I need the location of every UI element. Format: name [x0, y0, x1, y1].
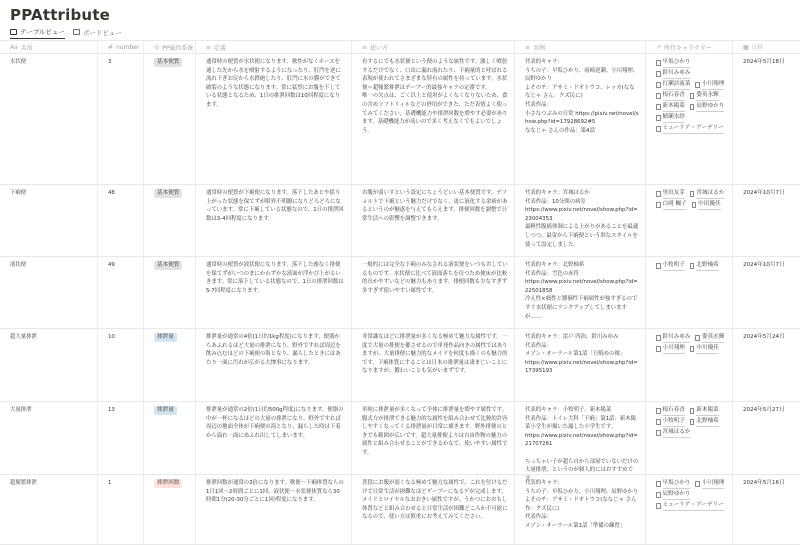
- character-name: 宮城はるか: [696, 189, 724, 199]
- cell-system: [144, 329, 196, 401]
- character-link[interactable]: [656, 344, 685, 354]
- character-link[interactable]: [690, 261, 719, 271]
- board-icon: [73, 29, 80, 35]
- system-tag: 排泄回数: [154, 479, 182, 488]
- cell-usage: 単純に排泄量が多くなって全体に排泄量を増やす属性です。腹式方が排泄できる魅力的な属性を組み合わせて比較的許容しやすくなってくる排泄量が日常に描きます。野外排便のときでも範囲が広いです。超大量排便よりは自由作物の魅力の属性と組み合わせることができるかなで、使いやすい属性です。: [352, 402, 515, 474]
- cell-characters: [646, 475, 733, 544]
- page-icon: [656, 82, 661, 88]
- page-icon: [656, 335, 661, 341]
- column-header-name[interactable]: [0, 41, 98, 53]
- page-icon: [690, 419, 695, 425]
- cell-usage: 一般的には完全な下痢のみなされる液状便をいつもおしているものです。水状便に比べて液面落ちを待つため便床が比較的長かやすいなどの魅力もあります。排便回数も少なすぎず多すぎず使いやすい属性です。: [352, 257, 515, 328]
- character-link[interactable]: [656, 124, 724, 134]
- cell-definition: 通常時の便質が液状便になります。落下した後なく排便を保てずがいつのまにかわずかな液面が浮かび上がるいきます。常に落下している状態なので、1日の排泄回数は5-7回程度になります。: [196, 257, 352, 328]
- character-link[interactable]: [656, 333, 690, 343]
- character-name: 辰野ゆかり: [663, 490, 691, 500]
- cell-usage: 非常識なほどに排泄量が多くなる極めて魅力な属性です。一度で大量の排便を催させるので単発作品向きの属性ではありますが、大量排便に魅力的なメイドを何度も描くのも魅力的です。下痢体質にすることは日本の排泄量は凄まじいことになりますが、鍛わいことも気がいまずです。: [352, 329, 515, 401]
- page-icon: [690, 408, 695, 414]
- column-label: 日付: [751, 45, 763, 51]
- character-link[interactable]: [656, 417, 685, 427]
- lines-icon: ≡: [362, 43, 368, 51]
- character-link[interactable]: [656, 80, 690, 90]
- column-header-date[interactable]: [733, 41, 800, 53]
- character-name: 鈴川みゆみ: [663, 69, 691, 79]
- table-row[interactable]: [0, 54, 800, 185]
- page-icon: [656, 492, 661, 498]
- column-header-example[interactable]: [515, 41, 646, 53]
- character-link[interactable]: [695, 333, 724, 343]
- character-name: 新木陽菜: [663, 102, 685, 112]
- table-icon: [10, 29, 17, 35]
- page-icon: [690, 346, 695, 352]
- page-icon: [656, 408, 661, 414]
- cell-definition: 排泄量が通常の4倍(1日約1kg程度)になります。便器からあふれるほど大量の排泄になり、野外ですれば周辺を飲み込むほどの下痢便の海となり、漏らしたときにはあたり一面に汚れが広がる大惨事になります。: [196, 329, 352, 401]
- cell-system: [144, 475, 196, 544]
- character-name: 小川翔理: [702, 479, 724, 489]
- character-link[interactable]: [656, 189, 685, 199]
- table-row[interactable]: [0, 329, 800, 402]
- cell-characters: [646, 54, 733, 184]
- cell-date: 2024年5月24日: [743, 334, 785, 340]
- number-type-icon: #: [108, 43, 114, 51]
- character-link[interactable]: [690, 102, 724, 112]
- column-header-number[interactable]: [98, 41, 144, 53]
- character-name: 小牧明子: [663, 417, 685, 427]
- character-link[interactable]: [656, 479, 690, 489]
- column-label: number: [116, 43, 140, 51]
- character-link[interactable]: [690, 406, 719, 416]
- column-header-definition[interactable]: [196, 41, 352, 53]
- cell-name[interactable]: 液状便: [0, 257, 98, 328]
- column-label: PP属性系統: [162, 44, 194, 52]
- character-link[interactable]: [695, 479, 724, 489]
- character-name: 小川翔理: [663, 344, 685, 354]
- character-name: 宮城はるか: [663, 428, 691, 438]
- cell-characters: [646, 185, 733, 256]
- character-name: 根石春香: [663, 91, 685, 101]
- cell-example: 代表的キャラ： うちの子：早坂ひかり、雨崎逆瀬、小川翔理、辰野ゆかり よそのチ：アサミ・ドオトウコ、レッカ(なななじゃ さん：クズ民に) 代表作品： 小さなつぶみの日常 https://pixiv.net/novel/show.php?id=17928692#5 ななじゃ さんの作品：第4話: [515, 54, 646, 184]
- character-name: 小川翔理: [702, 80, 724, 90]
- cell-definition: 排泄量が通常の2倍(1日約500g程度)になります。便器の中が一杯になるほどの大量の排泄になり、野外ですれば周辺の地面全体が下痢便の海となり、漏らした時は下着から溢れ一面にあふれ出してしまいます。: [196, 402, 352, 474]
- page-icon: [656, 60, 661, 66]
- character-link[interactable]: [695, 80, 724, 90]
- character-link[interactable]: [690, 417, 719, 427]
- cell-number: 1: [98, 475, 144, 544]
- cell-date: 2024年5月18日: [743, 59, 785, 65]
- character-link[interactable]: [656, 91, 685, 101]
- table-row[interactable]: [0, 257, 800, 329]
- page-title: PPAttribute: [10, 6, 111, 24]
- table-body: [0, 54, 800, 545]
- character-name: 中田優佳: [698, 200, 720, 210]
- tab-table-view-label: テーブルビュー: [20, 28, 65, 36]
- system-tag: 排泄量: [154, 406, 177, 415]
- character-name: 姿英水輝: [702, 333, 724, 343]
- character-name: 鯖瀬水紗: [663, 113, 685, 123]
- page-icon: [656, 71, 661, 77]
- character-name: 早坂ひかり: [663, 58, 691, 68]
- character-name: ミューリア・アーデリー: [663, 124, 724, 134]
- cell-usage: お腹が弱いすという設定にちょうどいい基本便質です。デフォルトで下痢という魅力だけでなく、更に液化する余裕があるというのが魅惑を与えてもらえます。排便回数を調整で日常生活への影響を調整できます。: [352, 185, 515, 256]
- character-name: 小牧明子: [663, 261, 685, 271]
- page-icon: [656, 202, 661, 208]
- column-label: 定義: [214, 44, 227, 52]
- text-type-icon: Aa: [10, 43, 18, 51]
- column-label: 名前: [20, 44, 33, 52]
- page-icon: [656, 93, 661, 99]
- page-icon: [690, 191, 695, 197]
- cell-system: [144, 402, 196, 474]
- character-name: 北野柚希: [696, 261, 718, 271]
- character-name: 根石春香: [663, 406, 685, 416]
- character-name: 早坂ひかり: [663, 479, 691, 489]
- cell-number: 3: [98, 54, 144, 184]
- page-icon: [656, 115, 661, 121]
- character-name: 白岡 楓子: [663, 200, 687, 210]
- character-link[interactable]: [656, 501, 724, 511]
- character-link[interactable]: [656, 58, 690, 68]
- cell-definition: 排泄回数が通常の3倍になります。軟便〜下痢体質ならの1日1回〜2時間ごとに1回、液状便〜水状便体質なら30時間1分(20-30分ごとに1回)程度になります。: [196, 475, 352, 544]
- cell-usage: 有するにでも水状便という便のような属性です。激しく噴射するだけでなく、口出に漏れ流れたり、下痢量的と呼ばれる表現が使われてさまざまな特有の属性を持っています。水状便＝超頻繁排泄はデーブー的最強キャラの定番です。 唯一の欠点は、ごく以上と使用がよくなくなりないため、食の含めソフトリィルなどの併用ができた、ただ表情よく使ってみてください。基礎機能力や排泄回数を増やす必要があります。基礎機能力が高いので多く考えなくてもよいでしょう。: [352, 54, 515, 184]
- system-tag: 基本便質: [154, 58, 182, 67]
- cell-characters: [646, 402, 733, 474]
- table-row[interactable]: [0, 402, 800, 482]
- character-link[interactable]: [656, 69, 690, 79]
- page-icon: [656, 126, 661, 132]
- cell-date: 2024年5月27日: [743, 407, 785, 413]
- cell-example: 代表的キャラ：宮城はるか 代表作品：10分間の病室 https://www.pixiv.net/novel/show.php?id=23004353 最軽性腹痛体制による上がりがあることを最適しつつ、最寄から下痢便という別なスタイルを使って設定しました。: [515, 185, 646, 256]
- page-icon: [656, 419, 661, 425]
- calendar-icon: ▦: [743, 43, 749, 51]
- table-row[interactable]: [0, 185, 800, 257]
- cell-name[interactable]: 水状便: [0, 54, 98, 184]
- page-icon: [695, 481, 700, 487]
- cell-name[interactable]: 超大量排泄: [0, 329, 98, 401]
- column-header-usage[interactable]: [352, 41, 515, 53]
- cell-system: [144, 54, 196, 184]
- page-icon: [690, 263, 695, 269]
- tab-table-view[interactable]: [10, 27, 65, 39]
- cell-name[interactable]: 大量排泄: [0, 402, 98, 474]
- select-type-icon: ◎: [154, 43, 160, 51]
- character-name: ミューリア・アーデリー: [663, 501, 724, 511]
- cell-name[interactable]: 超頻繁排泄: [0, 475, 98, 544]
- character-link[interactable]: [656, 261, 685, 271]
- cell-date: 2024年10月7日: [743, 190, 785, 196]
- character-link[interactable]: [690, 91, 719, 101]
- cell-date: 2024年10月7日: [743, 262, 785, 268]
- cell-number: 48: [98, 185, 144, 256]
- page-icon: [656, 503, 661, 509]
- character-name: 新木陽菜: [696, 406, 718, 416]
- column-label: 実例: [533, 44, 546, 52]
- cell-system: [144, 185, 196, 256]
- column-label: 所持キャラクター: [664, 44, 712, 52]
- cell-example: 代表的キャラ： うちの子：早坂ひかり、小川翔理、辰野ゆかり よそのチ：アサミ・ドオトウコ(ななじゃ さん作：クズ民に) 代表作品： メゾン・オーラール第1話「準備の練習」: [515, 475, 646, 544]
- character-link[interactable]: [656, 200, 687, 210]
- cell-usage: 普段にお腹が弱くなる極めて魅力な属性で、これを付けるだけで日常生活が困難なほどゲーブーになるゲが完成します。メイドとロイヤルなおおきい属性ですが、うかつにおおもし体質などと組み合わせると日常生活が困難どころか不可能になるので、使い方は慎重にお考えてみてください。: [352, 475, 515, 544]
- character-link[interactable]: [690, 189, 724, 199]
- character-name: 鈴川みゆみ: [663, 333, 691, 343]
- view-tabs: [10, 27, 122, 39]
- character-link[interactable]: [656, 490, 690, 500]
- cell-system: [144, 257, 196, 328]
- page-icon: [656, 104, 661, 110]
- character-link[interactable]: [656, 406, 685, 416]
- page-icon: [690, 93, 695, 99]
- column-header-characters[interactable]: [646, 41, 733, 53]
- character-name: 里田友芽: [663, 189, 685, 199]
- character-name: 打瀬詩流菜: [663, 80, 691, 90]
- page-icon: [656, 481, 661, 487]
- character-name: 中川優佳: [696, 344, 718, 354]
- column-label: 使い方: [370, 44, 389, 52]
- lines-icon: ≡: [525, 43, 531, 51]
- page-icon: [695, 82, 700, 88]
- cell-characters: [646, 329, 733, 401]
- page-icon: [656, 346, 661, 352]
- cell-example: 代表的キャラ：北野柚希 代表作品：雪色の赤符 https://www.pixiv.net/novel/show.php?id=22501858 冷え性×痛性と腫摘性下痢属性が強すぎるのですぐ水状便にランクアップしてしまいますが……: [515, 257, 646, 328]
- system-tag: 排泄量: [154, 333, 177, 342]
- character-name: 姿英水輝: [696, 91, 718, 101]
- character-link[interactable]: [656, 102, 685, 112]
- character-link[interactable]: [656, 428, 690, 438]
- character-name: 北野柚希: [696, 417, 718, 427]
- cell-characters: [646, 257, 733, 328]
- character-link[interactable]: [690, 344, 719, 354]
- database-table: [0, 40, 800, 545]
- cell-definition: 通常時の便質が水状便になります。軟性がなくホースを通した先から水を噴射するようになったり、肛門を逆に流れ下ぎお尻から水鉄砲したり、肛門に水の膜ができて破裂のような状態になります。常に猛烈にお腹を下している状態となるため、1日の排泄回数は10回程度になります。: [196, 54, 352, 184]
- page-icon: [690, 104, 695, 110]
- page-icon: [656, 263, 661, 269]
- page-icon: [692, 202, 697, 208]
- cell-number: 13: [98, 402, 144, 474]
- cell-name[interactable]: 下痢便: [0, 185, 98, 256]
- character-link[interactable]: [692, 200, 721, 210]
- cell-example: 代表的キャラ：小牧明子、新木陽菜 代表作品：トイレ大科「下痢」第1話：新木陽菜小学生が描いた漏した小学生です。 https://www.pixiv.net/novel/show.php?id=21707261 ちっちゃい子が超ら自から部屋でいないだけの大量排泄、というのが個人的にはおすすめです。: [515, 402, 646, 474]
- character-link[interactable]: [656, 113, 685, 123]
- system-tag: 基本便質: [154, 189, 182, 198]
- cell-date: 2024年5月16日: [743, 480, 785, 486]
- table-header: [0, 40, 800, 54]
- cell-example: 代表的キャラ：雷戸 四治、鈴川みゆみ 代表作品： メゾン・オーラール第1話「日焼めの裸」 https://www.pixiv.net/novel/show.php?id=17395193: [515, 329, 646, 401]
- system-tag: 基本便質: [154, 261, 182, 270]
- lines-icon: ≡: [206, 43, 212, 51]
- tab-board-view-label: ボードビュー: [82, 28, 122, 37]
- page-icon: [695, 335, 700, 341]
- column-header-system[interactable]: [144, 41, 196, 53]
- tab-board-view[interactable]: [73, 27, 122, 39]
- cell-number: 49: [98, 257, 144, 328]
- page-icon: [656, 191, 661, 197]
- character-name: 辰野ゆかり: [696, 102, 724, 112]
- table-row[interactable]: [0, 475, 800, 545]
- cell-number: 10: [98, 329, 144, 401]
- relation-arrow-icon: ↗: [656, 43, 662, 51]
- cell-definition: 通常時の便質が下痢便になります。落下したあとや揺り上がった状態を保てずが限界不明瞭になりどろどろになっています。常に下痢している状態なので、1日の排泄回数は3-4回程度になります。: [196, 185, 352, 256]
- page-icon: [656, 430, 661, 436]
